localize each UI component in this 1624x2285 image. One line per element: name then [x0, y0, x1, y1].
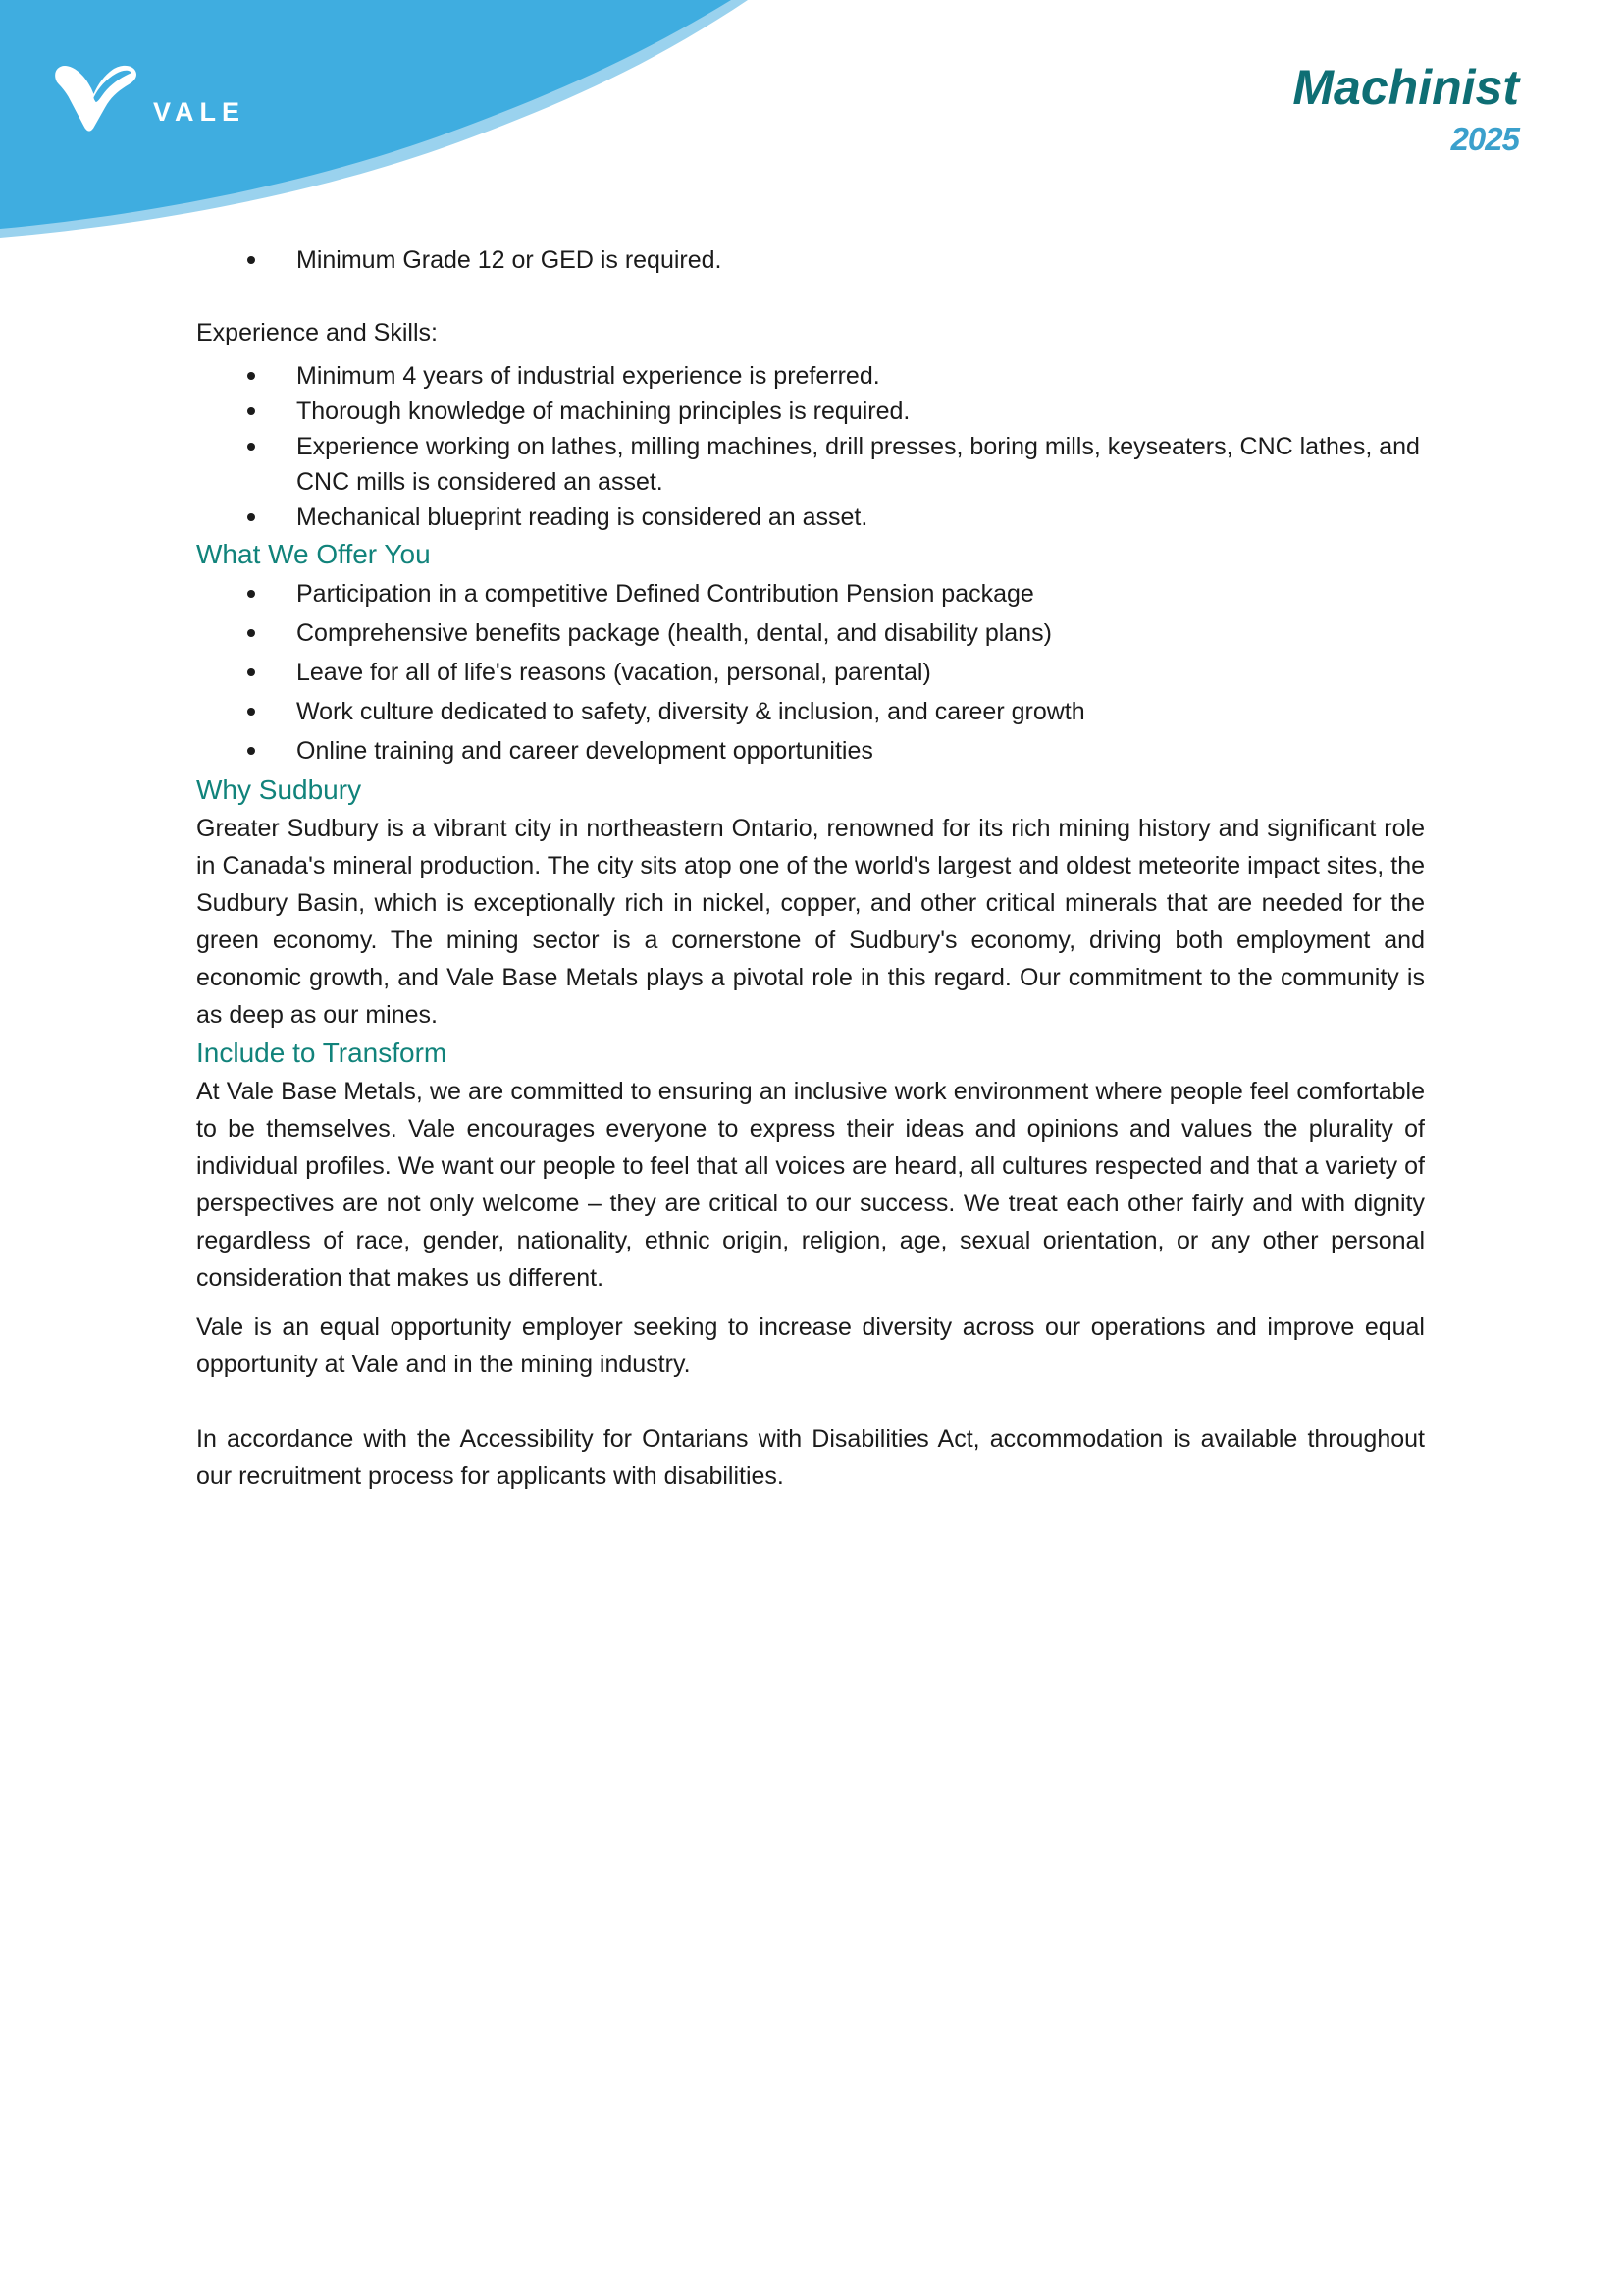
experience-list	[196, 358, 1425, 535]
accessibility-paragraph: In accordance with the Accessibility for Ontarians with Disabilities Act, accommodation is available throughout our recruitment process for applicants with disabilities.	[196, 1425, 1425, 1490]
list-item	[196, 731, 1425, 771]
equal-opportunity-paragraph: Vale is an equal opportunity employer seeking to increase diversity across our operations and improve equal opportunity at Vale and in the mining industry.	[196, 1313, 1425, 1378]
list-item	[196, 692, 1425, 731]
vale-logo-icon	[51, 57, 141, 135]
doc-title: Machinist	[1292, 60, 1519, 115]
vale-wordmark: VALE	[153, 97, 246, 127]
list-item-text: Thorough knowledge of machining principles is required.	[296, 398, 911, 425]
list-item-text: Mechanical blueprint reading is considered an asset.	[296, 504, 868, 531]
document-body	[196, 0, 1425, 1495]
include-to-transform-heading: Include to Transform	[196, 1037, 447, 1068]
list-item	[196, 613, 1425, 653]
list-item-text: Online training and career development opportunities	[296, 737, 873, 765]
list-item	[196, 653, 1425, 692]
offer-list	[196, 574, 1425, 771]
offer-heading: What We Offer You	[196, 539, 431, 569]
list-item-text: Participation in a competitive Defined Contribution Pension package	[296, 580, 1034, 608]
list-item-text: Minimum Grade 12 or GED is required.	[296, 246, 722, 274]
list-item-text: Minimum 4 years of industrial experience is preferred.	[296, 362, 880, 390]
why-sudbury-heading: Why Sudbury	[196, 774, 362, 805]
include-to-transform-paragraph: At Vale Base Metals, we are committed to ensuring an inclusive work environment where people feel comfortable to be themselves. Vale encourages everyone to express their ideas and opinions and values the plurality of individual profiles. We want our people to feel that all voices are heard, all cultures respected and that a variety of perspectives are not only welcome – they are critical to our success. We treat each other fairly and with dignity regardless of race, gender, nationality, ethnic origin, religion, age, sexual orientation, or any other personal consideration that makes us different.	[196, 1078, 1425, 1292]
list-item-text: Work culture dedicated to safety, diversity & inclusion, and career growth	[296, 698, 1085, 725]
list-item	[196, 394, 1425, 429]
list-item-text: Experience working on lathes, milling machines, drill presses, boring mills, keyseaters, CNC lathes, and CNC mills is considered an asset.	[296, 433, 1420, 496]
list-item	[196, 429, 1425, 500]
list-item	[196, 500, 1425, 535]
why-sudbury-paragraph: Greater Sudbury is a vibrant city in northeastern Ontario, renowned for its rich mining history and significant role in Canada's mineral production. The city sits atop one of the world's largest and oldest meteorite impact sites, the Sudbury Basin, which is exceptionally rich in nickel, copper, and other critical minerals that are needed for the green economy. The mining sector is a cornerstone of Sudbury's economy, driving both employment and economic growth, and Vale Base Metals plays a pivotal role in this regard. Our commitment to the community is as deep as our mines.	[196, 815, 1425, 1029]
list-item	[196, 574, 1425, 613]
list-item-text: Comprehensive benefits package (health, dental, and disability plans)	[296, 619, 1052, 647]
doc-year: 2025	[1450, 121, 1519, 157]
list-item	[196, 242, 1425, 278]
list-item-text: Leave for all of life's reasons (vacation, personal, parental)	[296, 659, 931, 686]
education-list	[196, 242, 1425, 278]
experience-heading: Experience and Skills:	[196, 319, 438, 346]
list-item	[196, 358, 1425, 394]
